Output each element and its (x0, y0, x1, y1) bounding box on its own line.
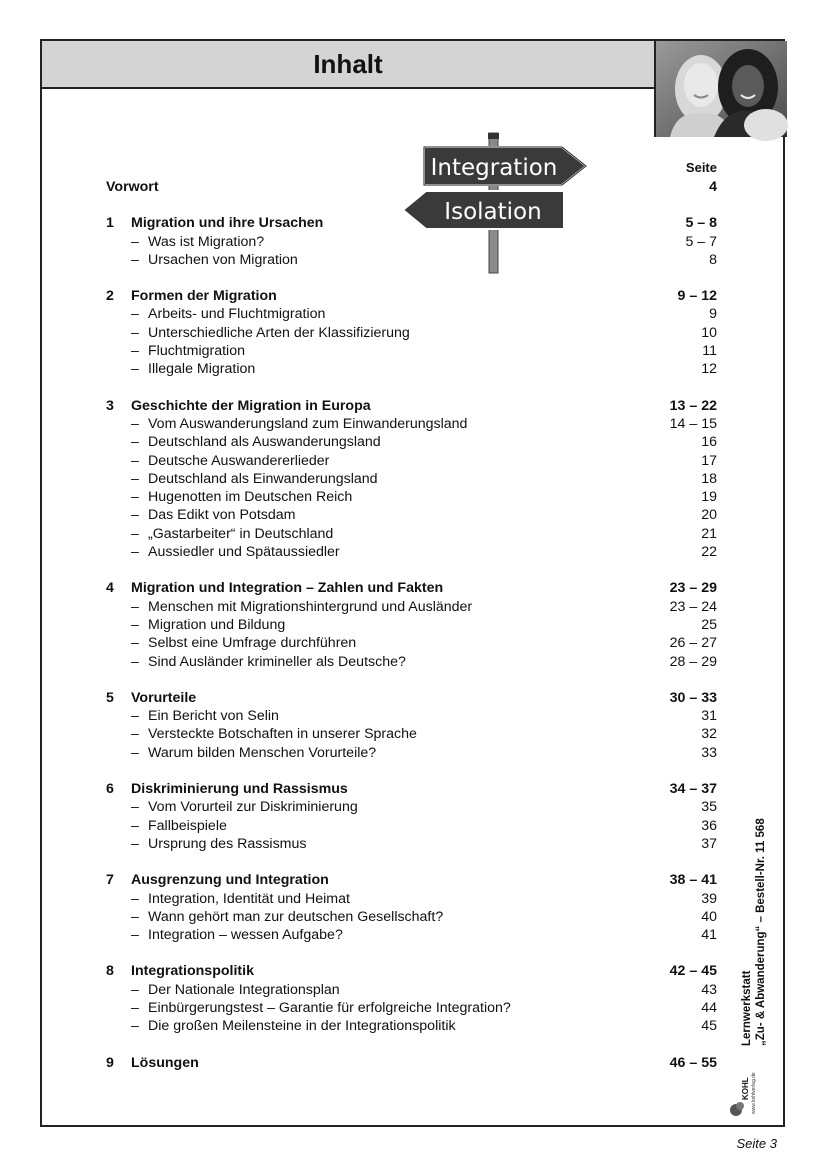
chapter-pages: 42 – 45 (669, 963, 717, 980)
toc-subitem[interactable] (106, 725, 717, 743)
subitem-label: Ursachen von Migration (148, 251, 298, 268)
toc-subitem[interactable] (106, 653, 717, 671)
chapter-title: Migration und ihre Ursachen (131, 215, 324, 232)
toc-subitem[interactable] (106, 543, 717, 561)
chapter-title: Vorurteile (131, 689, 197, 706)
toc-subitem[interactable] (106, 470, 717, 488)
chapter-number: 7 (106, 872, 114, 889)
chapter-title: Geschichte der Migration in Europa (131, 397, 371, 414)
chapter-pages: 9 – 12 (677, 288, 717, 305)
dash-marker: – (131, 708, 139, 725)
chapter-pages: 30 – 33 (669, 689, 717, 706)
toc-subitem[interactable] (106, 817, 717, 835)
subitem-label: Der Nationale Integrationsplan (148, 981, 340, 998)
photo-image (656, 41, 787, 137)
subitem-label: Deutsche Auswandererlieder (148, 452, 330, 469)
logo-publisher-name: KOHL (741, 1077, 750, 1100)
toc-subitem[interactable] (106, 525, 717, 543)
dash-marker: – (131, 616, 139, 633)
toc-subitem[interactable] (106, 999, 717, 1017)
subitem-page: 39 (701, 890, 717, 907)
subitem-page: 26 – 27 (669, 635, 717, 652)
subitem-page: 43 (701, 981, 717, 998)
subitem-page: 41 (701, 927, 717, 944)
toc-spacer (106, 853, 717, 871)
chapter-title: Diskriminierung und Rassismus (131, 781, 348, 798)
subitem-page: 19 (701, 489, 717, 506)
dash-marker: – (131, 233, 139, 250)
subitem-page: 9 (709, 306, 717, 323)
subitem-page: 23 – 24 (669, 598, 717, 615)
subitem-page: 17 (701, 452, 717, 469)
dash-marker: – (131, 653, 139, 670)
toc-subitem[interactable] (106, 598, 717, 616)
toc-spacer (106, 379, 717, 397)
toc-subitem[interactable] (106, 324, 717, 342)
dash-marker: – (131, 835, 139, 852)
subitem-label: Wann gehört man zur deutschen Gesellschaft? (148, 908, 444, 925)
dash-marker: – (131, 251, 139, 268)
toc-spacer (106, 671, 717, 689)
subitem-label: Einbürgerungstest – Garantie für erfolgreiche Integration? (148, 999, 511, 1016)
dash-marker: – (131, 361, 139, 378)
subitem-page: 44 (701, 999, 717, 1016)
dash-marker: – (131, 434, 139, 451)
page-title: Inhalt (42, 41, 654, 89)
subitem-label: Deutschland als Einwanderungsland (148, 470, 378, 487)
subitem-page: 11 (702, 343, 717, 360)
table-of-contents (106, 178, 717, 1072)
toc-chapter-4[interactable] (106, 579, 717, 597)
subitem-label: Aussiedler und Spätaussiedler (148, 544, 340, 561)
dash-marker: – (131, 306, 139, 323)
subitem-label: Die großen Meilensteine in der Integrationspolitik (148, 1018, 456, 1035)
toc-subitem[interactable] (106, 890, 717, 908)
dash-marker: – (131, 981, 139, 998)
subitem-label: Warum bilden Menschen Vorurteile? (148, 744, 377, 761)
subitem-label: Arbeits- und Fluchtmigration (148, 306, 326, 323)
subitem-label: Versteckte Botschaften in unserer Sprache (148, 726, 417, 743)
toc-subitem[interactable] (106, 1017, 717, 1035)
subitem-label: Unterschiedliche Arten der Klassifizierung (148, 324, 410, 341)
chapter-title: Lösungen (131, 1054, 199, 1071)
toc-chapter-7[interactable] (106, 871, 717, 889)
subitem-page: 33 (701, 744, 717, 761)
subitem-label: Integration – wessen Aufgabe? (148, 927, 343, 944)
subitem-label: „Gastarbeiter“ in Deutschland (148, 525, 334, 542)
dash-marker: – (131, 908, 139, 925)
subitem-label: Das Edikt von Potsdam (148, 507, 296, 524)
subitem-page: 16 (701, 434, 717, 451)
toc-subitem[interactable] (106, 452, 717, 470)
chapter-pages: 46 – 55 (669, 1054, 717, 1071)
subitem-label: Integration, Identität und Heimat (148, 890, 350, 907)
dash-marker: – (131, 744, 139, 761)
imprint-line2: „Zu- & Abwanderung“ – Bestell-Nr. 11 568 (755, 818, 767, 1046)
toc-subitem[interactable] (106, 251, 717, 269)
toc-subitem[interactable] (106, 233, 717, 251)
subitem-page: 14 – 15 (669, 415, 717, 432)
subitem-label: Menschen mit Migrationshintergrund und Ausländer (148, 598, 473, 615)
dash-marker: – (131, 525, 139, 542)
toc-spacer (106, 269, 717, 287)
subitem-label: Selbst eine Umfrage durchführen (148, 635, 357, 652)
toc-subitem[interactable] (106, 360, 717, 378)
dash-marker: – (131, 890, 139, 907)
toc-vorwort-page: 4 (709, 179, 717, 195)
subitem-label: Fluchtmigration (148, 343, 245, 360)
subitem-page: 32 (701, 726, 717, 743)
subitem-page: 40 (701, 908, 717, 925)
dash-marker: – (131, 799, 139, 816)
toc-spacer (106, 944, 717, 962)
chapter-title: Migration und Integration – Zahlen und Fakten (131, 580, 444, 597)
chapter-number: 3 (106, 397, 114, 414)
dash-marker: – (131, 999, 139, 1016)
chapter-number: 9 (106, 1054, 114, 1071)
toc-chapter-8[interactable] (106, 962, 717, 980)
subitem-page: 10 (701, 324, 717, 341)
subitem-page: 8 (709, 251, 717, 268)
toc-spacer (106, 561, 717, 579)
dash-marker: – (131, 452, 139, 469)
subitem-label: Ein Bericht von Selin (148, 708, 279, 725)
toc-subitem[interactable] (106, 616, 717, 634)
subitem-page: 31 (701, 708, 717, 725)
subitem-page: 25 (701, 616, 717, 633)
dash-marker: – (131, 415, 139, 432)
toc-subitem[interactable] (106, 506, 717, 524)
dash-marker: – (131, 635, 139, 652)
chapter-pages: 34 – 37 (669, 781, 717, 798)
subitem-label: Sind Ausländer krimineller als Deutsche? (148, 653, 406, 670)
chapter-pages: 5 – 8 (685, 215, 717, 232)
subitem-page: 36 (701, 817, 717, 834)
toc-subitem[interactable] (106, 981, 717, 999)
subitem-label: Hugenotten im Deutschen Reich (148, 489, 353, 506)
subitem-page: 18 (701, 470, 717, 487)
publisher-logo (728, 1048, 756, 1120)
subitem-page: 22 (701, 544, 717, 561)
dash-marker: – (131, 489, 139, 506)
toc-vorwort-label: Vorwort (106, 179, 159, 195)
toc-subitem[interactable] (106, 488, 717, 506)
subitem-label: Ursprung des Rassismus (148, 835, 307, 852)
subitem-page: 37 (701, 835, 717, 852)
subitem-page: 12 (701, 361, 717, 378)
chapter-pages: 38 – 41 (669, 872, 717, 889)
subitem-label: Vom Vorurteil zur Diskriminierung (148, 799, 358, 816)
toc-subitem[interactable] (106, 908, 717, 926)
subitem-label: Vom Auswanderungsland zum Einwanderungsland (148, 415, 468, 432)
chapter-pages: 13 – 22 (669, 397, 717, 414)
toc-chapter-1[interactable] (106, 214, 717, 232)
sign-top-label: Integration (430, 155, 558, 181)
page-column-header: Seite (685, 160, 717, 175)
subitem-label: Deutschland als Auswanderungsland (148, 434, 381, 451)
toc-chapter-9[interactable] (106, 1054, 717, 1072)
toc-spacer (106, 762, 717, 780)
chapter-number: 8 (106, 963, 114, 980)
subitem-page: 5 – 7 (685, 233, 717, 250)
imprint-line1: Lernwerkstatt (741, 970, 753, 1046)
subitem-page: 21 (701, 525, 717, 542)
toc-chapter-5[interactable] (106, 689, 717, 707)
dash-marker: – (131, 927, 139, 944)
toc-spacer (106, 196, 717, 214)
toc-chapter-2[interactable] (106, 287, 717, 305)
toc-subitem[interactable] (106, 433, 717, 451)
dash-marker: – (131, 507, 139, 524)
chapter-number: 6 (106, 781, 114, 798)
toc-subitem[interactable] (106, 744, 717, 762)
chapter-pages: 23 – 29 (669, 580, 717, 597)
toc-subitem[interactable] (106, 634, 717, 652)
toc-subitem[interactable] (106, 798, 717, 816)
toc-vorwort[interactable] (106, 178, 717, 196)
chapter-number: 1 (106, 215, 114, 232)
logo-website: www.kohlverlag.de (751, 1072, 757, 1114)
toc-subitem[interactable] (106, 415, 717, 433)
chapter-title: Ausgrenzung und Integration (131, 872, 329, 889)
dash-marker: – (131, 817, 139, 834)
dash-marker: – (131, 726, 139, 743)
subitem-label: Migration und Bildung (148, 616, 286, 633)
dash-marker: – (131, 598, 139, 615)
dash-marker: – (131, 544, 139, 561)
chapter-title: Integrationspolitik (131, 963, 254, 980)
toc-subitem[interactable] (106, 342, 717, 360)
publisher-imprint (740, 818, 768, 1046)
subitem-page: 28 – 29 (669, 653, 717, 670)
toc-subitem[interactable] (106, 707, 717, 725)
chapter-title: Formen der Migration (131, 288, 277, 305)
toc-subitem[interactable] (106, 835, 717, 853)
dash-marker: – (131, 343, 139, 360)
toc-chapter-3[interactable] (106, 397, 717, 415)
subitem-label: Was ist Migration? (148, 233, 265, 250)
dash-marker: – (131, 470, 139, 487)
chapter-number: 4 (106, 580, 114, 597)
dash-marker: – (131, 324, 139, 341)
toc-subitem[interactable] (106, 926, 717, 944)
subitem-page: 20 (701, 507, 717, 524)
subitem-page: 45 (701, 1018, 717, 1035)
dash-marker: – (131, 1018, 139, 1035)
subitem-label: Illegale Migration (148, 361, 256, 378)
chapter-number: 5 (106, 689, 114, 706)
sign-bottom-label: Isolation (444, 199, 542, 225)
toc-chapter-6[interactable] (106, 780, 717, 798)
chapter-number: 2 (106, 288, 114, 305)
photo-two-girls (654, 41, 785, 137)
page-number: Seite 3 (736, 1136, 777, 1151)
subitem-page: 35 (701, 799, 717, 816)
toc-spacer (106, 1036, 717, 1054)
toc-subitem[interactable] (106, 305, 717, 323)
subitem-label: Fallbeispiele (148, 817, 227, 834)
